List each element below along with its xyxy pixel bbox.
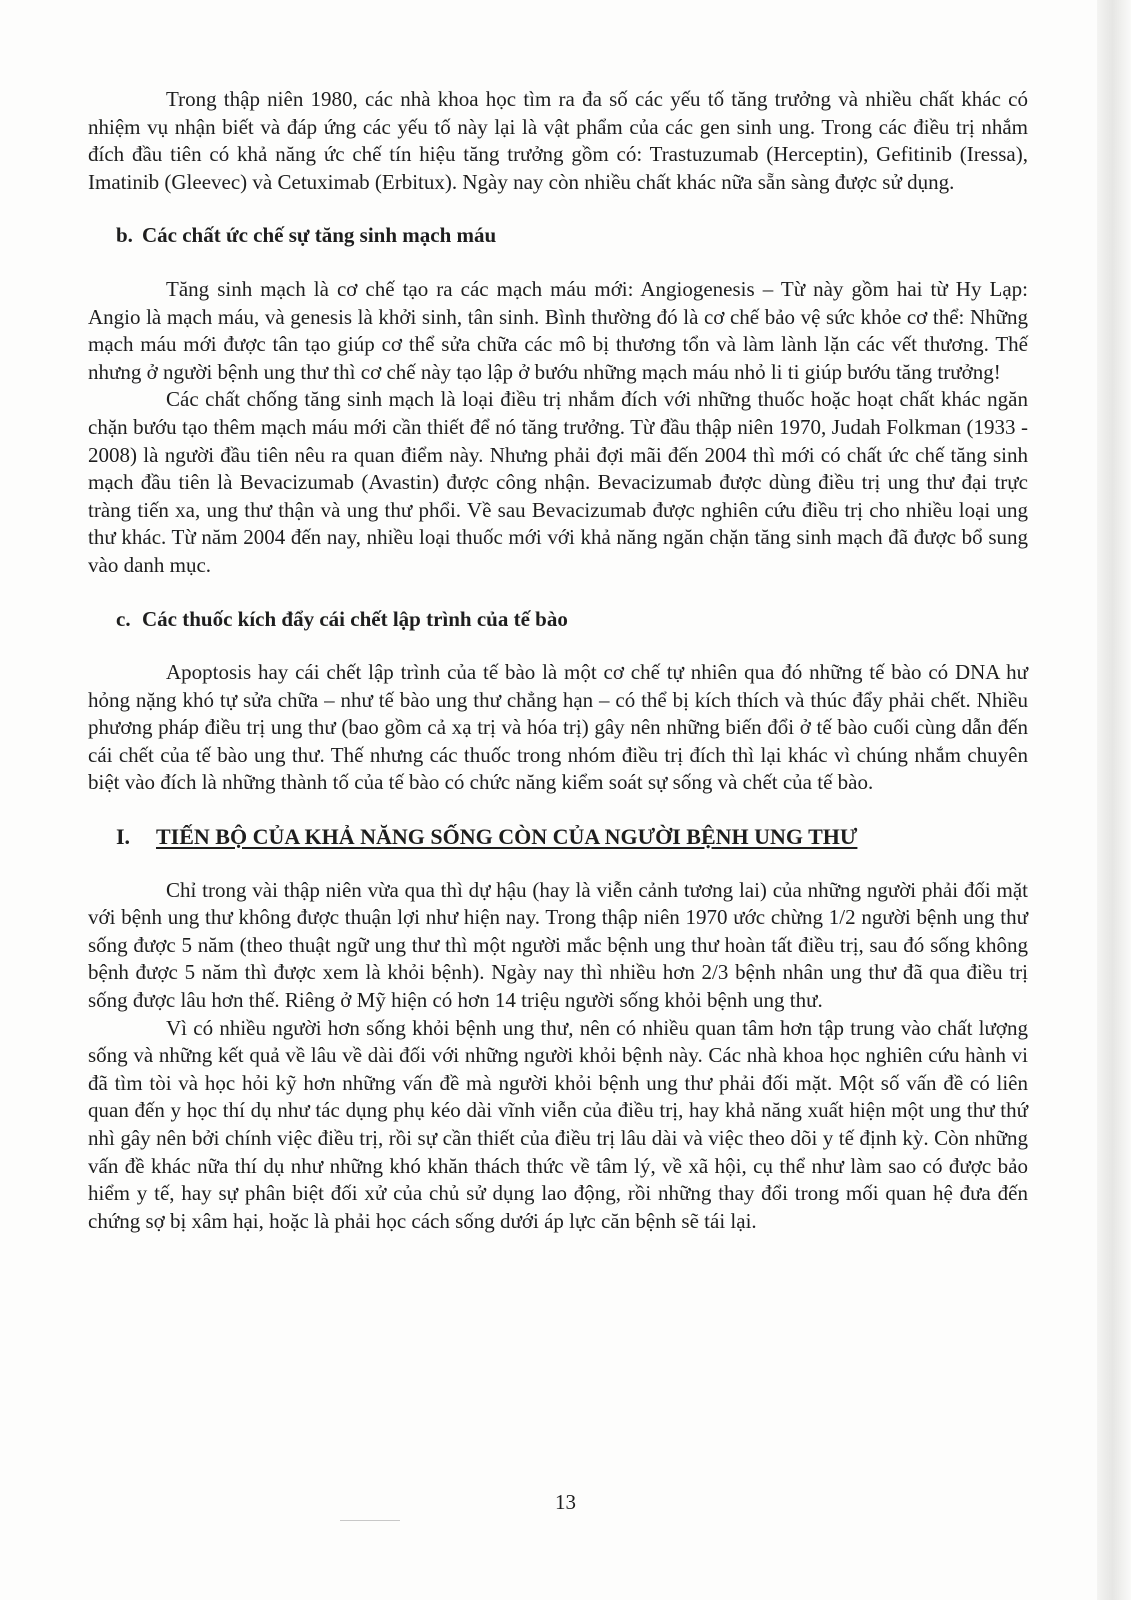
paragraph-survivor-quality-of-life: Vì có nhiều người hơn sống khỏi bệnh ung thư, nên có nhiều quan tâm hơn tập trung vào chất lượng sống và những kết quả về lâu về dài đối với những người khỏi bệnh này. Các nhà khoa học nghiên cứu hành vi đã tìm tòi và học hỏi kỹ hơn những vấn đề mà người khỏi bệnh ung thư phải đối mặt. Một số vấn đề có liên quan đến y học thí dụ như tác dụng phụ kéo dài vĩnh viễn của điều trị, hay khả năng xuất hiện một ung thư thứ nhì gây nên bởi chính việc điều trị, rồi sự cần thiết của điều trị lâu dài và việc theo dõi y tế định kỳ. Còn những vấn đề khác nữa thí dụ như những khó khăn thách thức về tâm lý, về xã hội, cụ thể như làm sao có được bảo hiểm y tế, hay sự phân biệt đối xử của chủ sử dụng lao động, rồi những thay đổi trong mối quan hệ đưa đến chứng sợ bị xâm hại, hoặc là phải học cách sống dưới áp lực căn bệnh sẽ tái lại. (88, 1015, 1028, 1233)
paragraph-angiogenesis-definition: Tăng sinh mạch là cơ chế tạo ra các mạch máu mới: Angiogenesis – Từ này gồm hai từ Hy Lạp: Angio là mạch máu, và genesis là khởi sinh, tân sinh. Bình thường đó là cơ chế bảo vệ sức khỏe cơ thể: Những mạch máu mới được tân tạo giúp cơ thể sửa chữa các mô bị thương tổn và làm lành lặn các vết thương. Thế nhưng ở người bệnh ung thư thì cơ chế này tạo lập ở bướu những mạch máu nhỏ li ti giúp bướu tăng trưởng! (88, 276, 1028, 384)
heading-marker: b. (116, 223, 133, 248)
heading-section-c (116, 606, 1028, 634)
heading-section-b (116, 222, 1028, 250)
heading-section-I (116, 823, 1028, 851)
paragraph-angiogenesis-inhibitors: Các chất chống tăng sinh mạch là loại điều trị nhắm đích với những thuốc hoặc hoạt chất khác ngăn chặn bướu tạo thêm mạch máu mới cần thiết để nó tăng trưởng. Từ đầu thập niên 1970, Judah Folkman (1933 - 2008) là người đầu tiên nêu ra quan điểm này. Nhưng phải đợi mãi đến 2004 thì mới có chất ức chế tăng sinh mạch đầu tiên là Bevacizumab (Avastin) được công nhận. Bevacizumab được dùng điều trị ung thư đại trực tràng tiến xa, ung thư thận và ung thư phổi. Về sau Bevacizumab được nghiên cứu điều trị cho nhiều loại ung thư khác. Từ năm 2004 đến nay, nhiều loại thuốc mới với khả năng ngăn chặn tăng sinh mạch đã được bổ sung vào danh mục. (88, 387, 1028, 577)
heading-marker: c. (116, 606, 131, 631)
page-number: 13 (555, 1490, 576, 1514)
heading-title: TIẾN BỘ CỦA KHẢ NĂNG SỐNG CÒN CỦA NGƯỜI BỆNH UNG THƯ (156, 824, 858, 850)
paragraph-survival-progress: Chỉ trong vài thập niên vừa qua thì dự hậu (hay là viễn cảnh tương lai) của những người phải đối mặt với bệnh ung thư không được thuận lợi như hiện nay. Trong thập niên 1970 ước chừng 1/2 người bệnh ung thư sống được 5 năm (theo thuật ngữ ung thư thì một người mắc bệnh ung thư hoàn tất điều trị, sau đó sống không bệnh được 5 năm thì được xem là khỏi bệnh). Ngày nay thì nhiều hơn 2/3 bệnh nhân ung thư đã qua điều trị sống được lâu hơn thế. Riêng ở Mỹ hiện có hơn 14 triệu người sống khỏi bệnh ung thư. (88, 877, 1028, 1013)
heading-title: Các chất ức chế sự tăng sinh mạch máu (142, 223, 497, 248)
heading-title: Các thuốc kích đẩy cái chết lập trình của tế bào (142, 606, 568, 631)
heading-marker: I. (116, 824, 131, 850)
footer-divider (340, 1520, 400, 1521)
page-body (88, 86, 1028, 1235)
paragraph-growth-factors: Trong thập niên 1980, các nhà khoa học tìm ra đa số các yếu tố tăng trưởng và nhiều chất khác có nhiệm vụ nhận biết và đáp ứng các yếu tố này lại là vật phẩm của các gen sinh ung. Trong các điều trị nhắm đích đầu tiên có khả năng ức chế tín hiệu tăng trưởng gồm có: Trastuzumab (Herceptin), Gefitinib (Iressa), Imatinib (Gleevec) và Cetuximab (Erbitux). Ngày nay còn nhiều chất khác nữa sẵn sàng được sử dụng. (88, 87, 1028, 194)
scan-edge-shadow (1097, 0, 1131, 1600)
paragraph-apoptosis: Apoptosis hay cái chết lập trình của tế bào là một cơ chế tự nhiên qua đó những tế bào có DNA hư hỏng nặng khó tự sửa chữa – như tế bào ung thư chẳng hạn – có thể bị kích thích và thúc đẩy phải chết. Nhiều phương pháp điều trị ung thư (bao gồm cả xạ trị và hóa trị) gây nên những biến đổi ở tế bào cuối cùng dẫn đến cái chết của tế bào ung thư. Thế nhưng các thuốc trong nhóm điều trị đích thì lại khác vì chúng nhắm chuyên biệt vào đích là những thành tố của tế bào có chức năng kiểm soát sự sống và chết của tế bào. (88, 660, 1028, 795)
